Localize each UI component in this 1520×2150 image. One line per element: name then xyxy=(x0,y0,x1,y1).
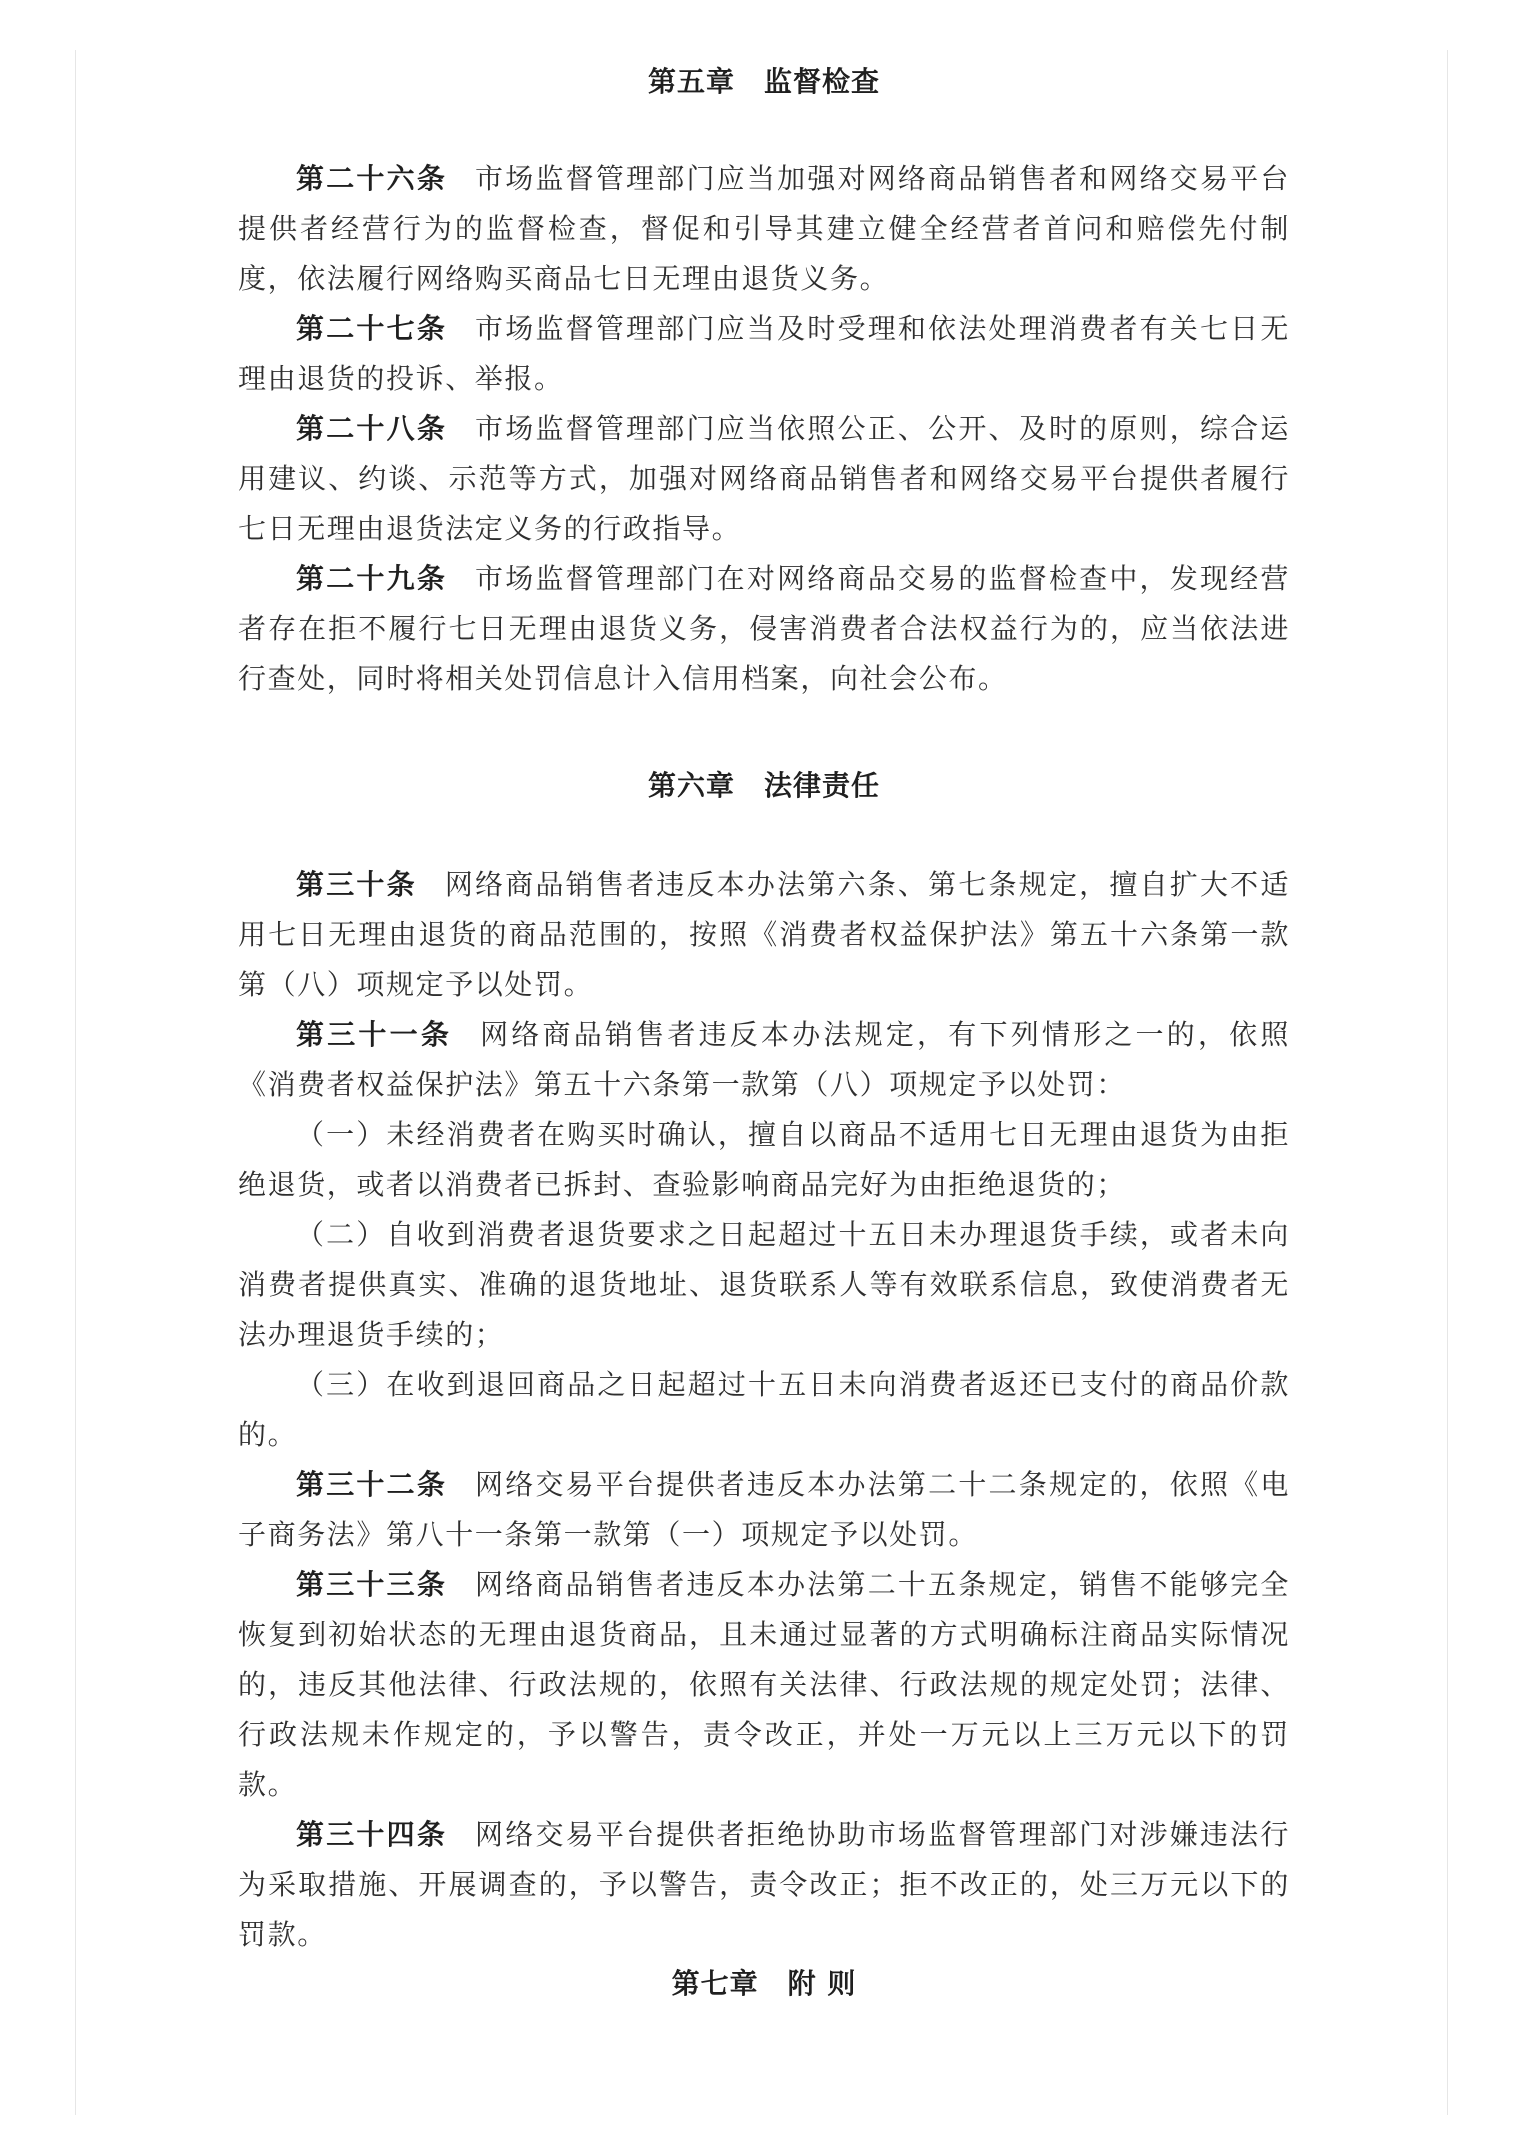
article-28-label: 第二十八条 xyxy=(296,412,448,445)
article-31-label: 第三十一条 xyxy=(296,1018,453,1051)
article-27 xyxy=(238,304,1290,404)
article-32-text: 网络交易平台提供者违反本办法第二十二条规定的，依照《电子商务法》第八十一条第一款第（一）项规定予以处罚。 xyxy=(238,1468,1290,1551)
article-27-text: 市场监督管理部门应当及时受理和依法处理消费者有关七日无理由退货的投诉、举报。 xyxy=(238,312,1290,395)
article-31 xyxy=(238,1010,1290,1110)
article-34-label: 第三十四条 xyxy=(296,1818,448,1851)
chapter-7-heading: 第七章 附 则 xyxy=(671,1967,857,2000)
article-27-label: 第二十七条 xyxy=(296,312,448,345)
page-edge-right xyxy=(1447,50,1448,2115)
article-29-label: 第二十九条 xyxy=(296,562,448,595)
article-30-text: 网络商品销售者违反本办法第六条、第七条规定，擅自扩大不适用七日无理由退货的商品范围的，按照《消费者权益保护法》第五十六条第一款第（八）项规定予以处罚。 xyxy=(238,868,1290,1001)
chapter-5-body xyxy=(238,154,1290,704)
page-edge-left xyxy=(75,50,76,2115)
article-31-item-3: （三）在收到退回商品之日起超过十五日未向消费者返还已支付的商品价款的。 xyxy=(238,1368,1290,1451)
chapter-6-heading: 第六章 法律责任 xyxy=(647,769,880,802)
article-34 xyxy=(238,1810,1290,1960)
chapter-5-heading: 第五章 监督检查 xyxy=(647,65,880,98)
article-32-label: 第三十二条 xyxy=(296,1468,448,1501)
article-30-label: 第三十条 xyxy=(296,868,417,901)
article-29-text: 市场监督管理部门在对网络商品交易的监督检查中，发现经营者存在拒不履行七日无理由退货义务，侵害消费者合法权益行为的，应当依法进行查处，同时将相关处罚信息计入信用档案，向社会公布。 xyxy=(238,562,1290,695)
article-32 xyxy=(238,1460,1290,1560)
article-29 xyxy=(238,554,1290,704)
article-34-text: 网络交易平台提供者拒绝协助市场监督管理部门对涉嫌违法行为采取措施、开展调查的，予以警告，责令改正；拒不改正的，处三万元以下的罚款。 xyxy=(238,1818,1290,1951)
article-31-item-1: （一）未经消费者在购买时确认，擅自以商品不适用七日无理由退货为由拒绝退货，或者以消费者已拆封、查验影响商品完好为由拒绝退货的； xyxy=(238,1118,1290,1201)
article-33-label: 第三十三条 xyxy=(296,1568,448,1601)
article-30 xyxy=(238,860,1290,1010)
article-31-item-2: （二）自收到消费者退货要求之日起超过十五日未办理退货手续，或者未向消费者提供真实、准确的退货地址、退货联系人等有效联系信息，致使消费者无法办理退货手续的； xyxy=(238,1218,1290,1351)
article-31-text: 网络商品销售者违反本办法规定，有下列情形之一的，依照《消费者权益保护法》第五十六条第一款第（八）项规定予以处罚： xyxy=(238,1018,1290,1101)
chapter-6-body xyxy=(238,860,1290,1960)
article-26 xyxy=(238,154,1290,304)
article-28-text: 市场监督管理部门应当依照公正、公开、及时的原则，综合运用建议、约谈、示范等方式，加强对网络商品销售者和网络交易平台提供者履行七日无理由退货法定义务的行政指导。 xyxy=(238,412,1290,545)
article-26-label: 第二十六条 xyxy=(296,162,448,195)
article-33-text: 网络商品销售者违反本办法第二十五条规定，销售不能够完全恢复到初始状态的无理由退货商品，且未通过显著的方式明确标注商品实际情况的，违反其他法律、行政法规的，依照有关法律、行政法规的规定处罚；法律、行政法规未作规定的，予以警告，责令改正，并处一万元以上三万元以下的罚款。 xyxy=(238,1568,1290,1801)
article-28 xyxy=(238,404,1290,554)
article-26-text: 市场监督管理部门应当加强对网络商品销售者和网络交易平台提供者经营行为的监督检查，督促和引导其建立健全经营者首问和赔偿先付制度，依法履行网络购买商品七日无理由退货义务。 xyxy=(238,162,1290,295)
article-33 xyxy=(238,1560,1290,1810)
